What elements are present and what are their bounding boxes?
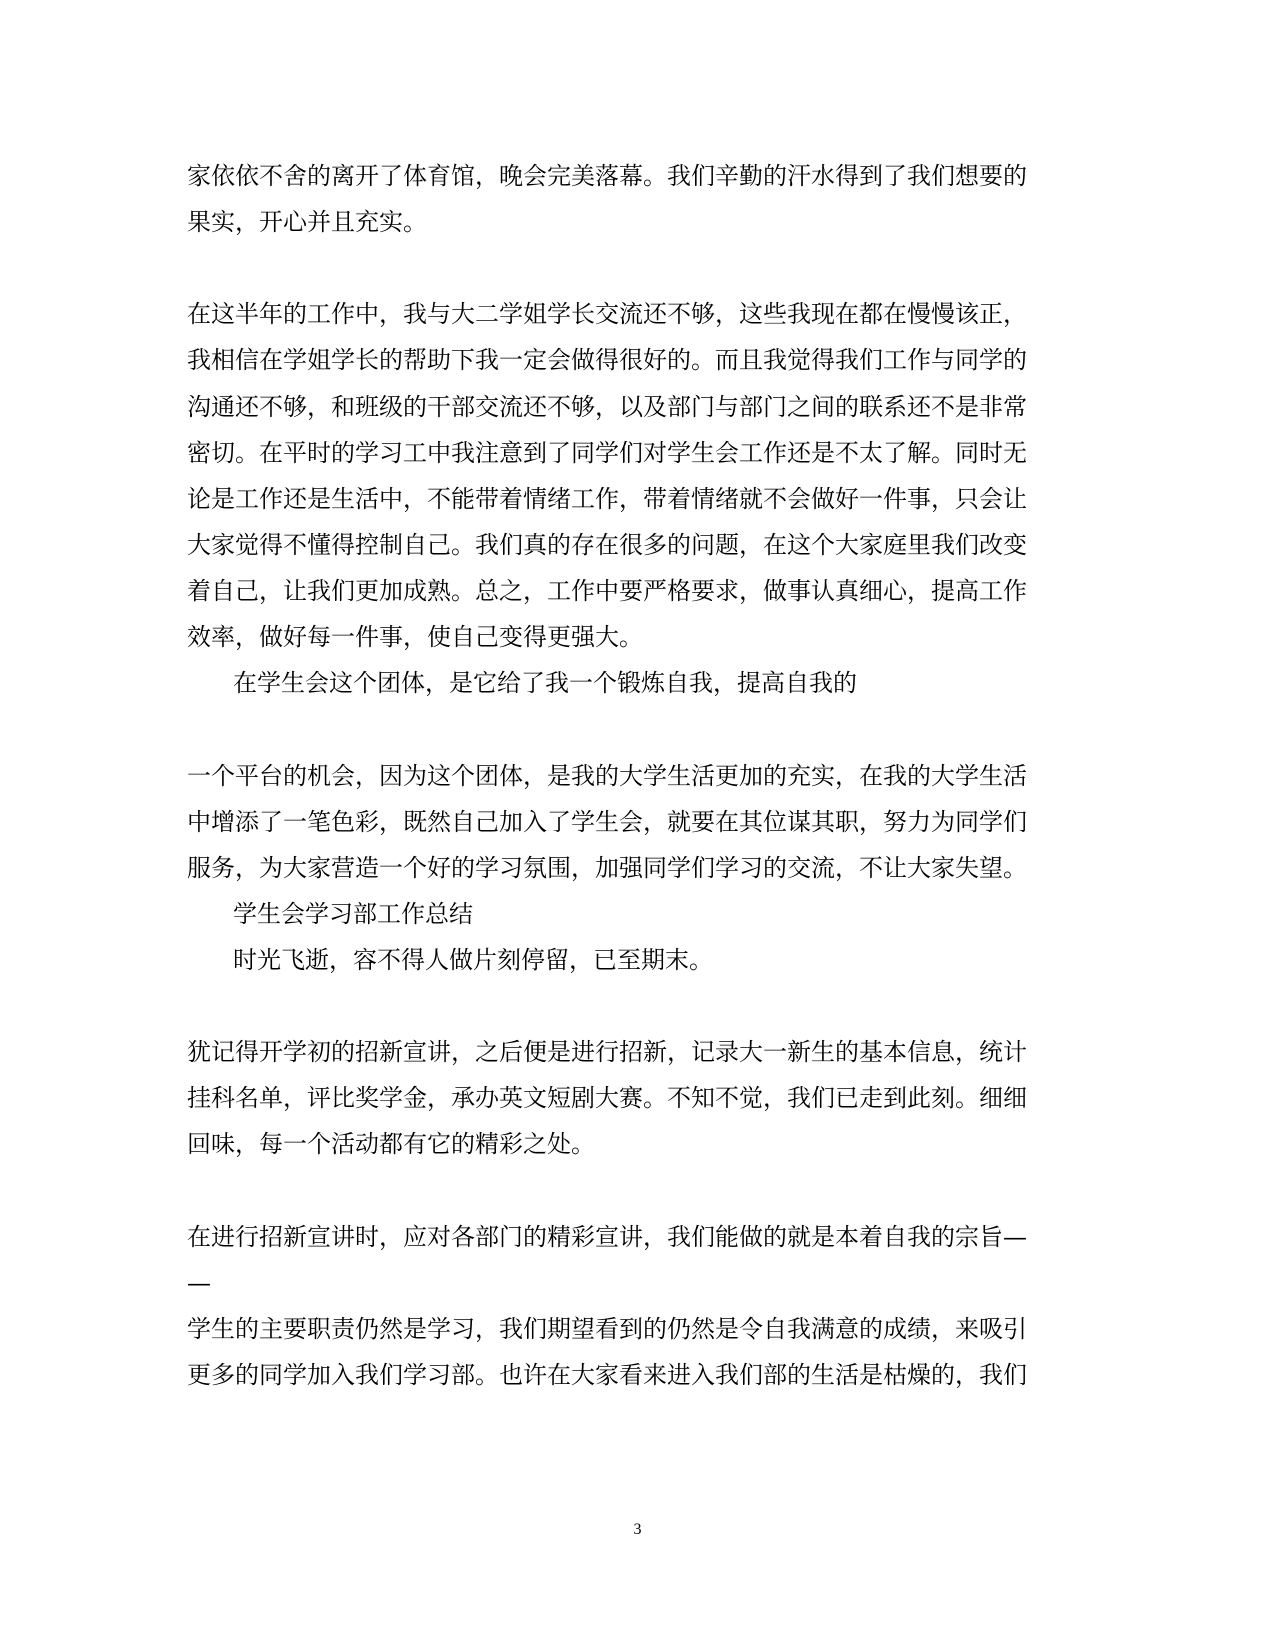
text-line: 在进行招新宣讲时，应对各部门的精彩宣讲，我们能做的就是本着自我的宗旨— [187,1223,1027,1251]
text-line: 论是工作还是生活中，不能带着情绪工作，带着情绪就不会做好一件事，只会让 [187,485,1027,513]
text-line: 更多的同学加入我们学习部。也许在大家看来进入我们部的生活是枯燥的，我们 [187,1361,1027,1389]
text-line: 我相信在学姐学长的帮助下我一定会做得很好的。而且我觉得我们工作与同学的 [187,346,1027,374]
text-line: 回味，每一个活动都有它的精彩之处。 [187,1130,595,1158]
text-line: 着自己，让我们更加成熟。总之，工作中要严格要求，做事认真细心，提高工作 [187,577,1027,605]
text-line: 在这半年的工作中，我与大二学姐学长交流还不够，这些我现在都在慢慢该正， [187,300,1027,328]
section-heading: 学生会学习部工作总结 [233,900,473,928]
text-line: 时光飞逝，容不得人做片刻停留，已至期末。 [233,946,713,974]
text-line: 效率，做好每一件事，使自己变得更强大。 [187,623,643,651]
text-line: 服务，为大家营造一个好的学习氛围，加强同学们学习的交流，不让大家失望。 [187,854,1027,882]
text-line: 学生的主要职责仍然是学习，我们期望看到的仍然是令自我满意的成绩，来吸引 [187,1315,1027,1343]
text-line: 一个平台的机会，因为这个团体，是我的大学生活更加的充实，在我的大学生活 [187,762,1027,790]
text-line: 密切。在平时的学习工中我注意到了同学们对学生会工作还是不太了解。同时无 [187,439,1027,467]
text-line: 大家觉得不懂得控制自己。我们真的存在很多的问题，在这个大家庭里我们改变 [187,531,1027,559]
text-line: 犹记得开学初的招新宣讲，之后便是进行招新，记录大一新生的基本信息，统计 [187,1038,1027,1066]
text-line: 果实，开心并且充实。 [187,208,427,236]
text-line: 在学生会这个团体，是它给了我一个锻炼自我，提高自我的 [233,669,857,697]
page-number: 3 [633,1521,642,1538]
text-line: 沟通还不够，和班级的干部交流还不够，以及部门与部门之间的联系还不是非常 [187,393,1027,421]
text-line: — [187,1269,211,1297]
text-line: 中增添了一笔色彩，既然自己加入了学生会，就要在其位谋其职，努力为同学们 [187,808,1027,836]
text-line: 家依依不舍的离开了体育馆，晚会完美落幕。我们辛勤的汗水得到了我们想要的 [187,162,1027,190]
text-line: 挂科名单，评比奖学金，承办英文短剧大赛。不知不觉，我们已走到此刻。细细 [187,1084,1027,1112]
